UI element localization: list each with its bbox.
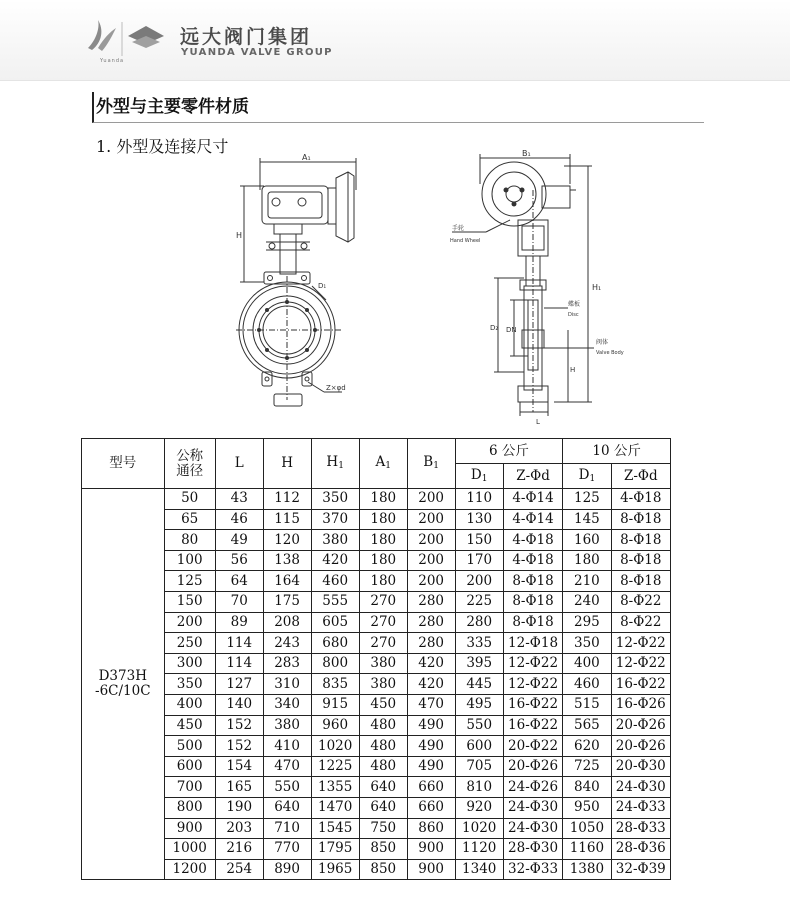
cell-b1: 200 [407, 489, 455, 510]
cell-l: 114 [215, 633, 263, 654]
dim-l-label: L [536, 418, 540, 426]
table-row [82, 509, 671, 530]
cell-nominal-diameter: 400 [164, 694, 215, 715]
cell-a1: 640 [359, 797, 407, 818]
cell-b1: 470 [407, 694, 455, 715]
header-pressure-10: 10 公斤 [563, 439, 671, 464]
cell-h: 138 [263, 550, 311, 571]
cell-h1: 1225 [311, 756, 359, 777]
cell-zd-10: 12-Φ22 [611, 653, 670, 674]
cell-h1: 915 [311, 694, 359, 715]
cell-a1: 180 [359, 509, 407, 530]
cell-nominal-diameter: 1200 [164, 859, 215, 880]
cell-zd-10: 16-Φ22 [611, 674, 670, 695]
cell-nominal-diameter: 250 [164, 633, 215, 654]
table-row [82, 489, 671, 510]
cell-zd-10: 20-Φ30 [611, 756, 670, 777]
table-row [82, 777, 671, 798]
cell-h1: 835 [311, 674, 359, 695]
cell-nominal-diameter: 800 [164, 797, 215, 818]
cell-h: 770 [263, 839, 311, 860]
cell-h1: 680 [311, 633, 359, 654]
cell-l: 43 [215, 489, 263, 510]
cell-d1-6: 335 [455, 633, 503, 654]
cell-d1-10: 1050 [563, 818, 611, 839]
cell-a1: 640 [359, 777, 407, 798]
cell-d1-6: 705 [455, 756, 503, 777]
cell-a1: 380 [359, 653, 407, 674]
section-title: 外型与主要零件材质 [92, 92, 704, 123]
dim-b1-label: B₁ [522, 150, 531, 158]
cell-zd-6: 4-Φ18 [503, 550, 562, 571]
cell-d1-10: 620 [563, 736, 611, 757]
cell-a1: 180 [359, 489, 407, 510]
cell-nominal-diameter: 450 [164, 715, 215, 736]
cell-b1: 200 [407, 509, 455, 530]
subsection-title: 1. 外型及连接尺寸 [96, 137, 229, 156]
table-row [82, 612, 671, 633]
cell-l: 127 [215, 674, 263, 695]
cell-l: 64 [215, 571, 263, 592]
cell-d1-6: 280 [455, 612, 503, 633]
cell-l: 165 [215, 777, 263, 798]
cell-zd-6: 32-Φ33 [503, 859, 562, 880]
cell-zd-6: 24-Φ30 [503, 797, 562, 818]
cell-d1-6: 130 [455, 509, 503, 530]
header-b1: $B_1$ [407, 439, 455, 489]
cell-zd-10: 16-Φ26 [611, 694, 670, 715]
cell-h: 120 [263, 530, 311, 551]
cell-zd-6: 12-Φ18 [503, 633, 562, 654]
dim-h-label: H [236, 231, 243, 240]
cell-d1-10: 400 [563, 653, 611, 674]
cell-d1-10: 840 [563, 777, 611, 798]
cell-d1-6: 1020 [455, 818, 503, 839]
disc-label-cn: 蝶板 [568, 301, 581, 308]
cell-h: 470 [263, 756, 311, 777]
cell-zd-10: 28-Φ36 [611, 839, 670, 860]
cell-a1: 180 [359, 530, 407, 551]
cell-b1: 660 [407, 797, 455, 818]
cell-b1: 280 [407, 633, 455, 654]
cell-h1: 380 [311, 530, 359, 551]
cell-nominal-diameter: 500 [164, 736, 215, 757]
cell-d1-10: 240 [563, 591, 611, 612]
cell-zd-10: 20-Φ26 [611, 715, 670, 736]
cell-d1-10: 950 [563, 797, 611, 818]
cell-b1: 860 [407, 818, 455, 839]
cell-zd-10: 8-Φ18 [611, 550, 670, 571]
cell-nominal-diameter: 1000 [164, 839, 215, 860]
cell-l: 203 [215, 818, 263, 839]
cell-a1: 480 [359, 756, 407, 777]
table-row [82, 550, 671, 571]
side-view [450, 150, 624, 426]
cell-h: 164 [263, 571, 311, 592]
valve-technical-drawing [224, 150, 654, 428]
cell-a1: 270 [359, 633, 407, 654]
cell-b1: 420 [407, 674, 455, 695]
cell-zd-6: 24-Φ26 [503, 777, 562, 798]
header-pressure-6: 6 公斤 [455, 439, 563, 464]
cell-h: 340 [263, 694, 311, 715]
cell-zd-6: 12-Φ22 [503, 674, 562, 695]
cell-d1-6: 920 [455, 797, 503, 818]
cell-h: 243 [263, 633, 311, 654]
cell-d1-6: 200 [455, 571, 503, 592]
cell-d1-6: 395 [455, 653, 503, 674]
cell-l: 46 [215, 509, 263, 530]
cell-d1-6: 550 [455, 715, 503, 736]
cell-zd-10: 24-Φ30 [611, 777, 670, 798]
cell-zd-10: 8-Φ18 [611, 571, 670, 592]
handwheel-label-en: Hand Wheel [450, 238, 481, 244]
cell-h1: 1020 [311, 736, 359, 757]
cell-a1: 180 [359, 550, 407, 571]
table-row [82, 530, 671, 551]
table-row [82, 591, 671, 612]
dim-a1-label: A₁ [302, 153, 311, 162]
disc-label-en: Disc [568, 312, 579, 318]
header-model: 型号 [82, 439, 165, 489]
cell-d1-6: 1340 [455, 859, 503, 880]
cell-zd-6: 28-Φ30 [503, 839, 562, 860]
logo-subtext: Yuanda [99, 58, 125, 64]
cell-h: 710 [263, 818, 311, 839]
table-row [82, 694, 671, 715]
cell-d1-6: 1120 [455, 839, 503, 860]
cell-l: 70 [215, 591, 263, 612]
cell-zd-6: 4-Φ14 [503, 489, 562, 510]
cell-b1: 200 [407, 550, 455, 571]
cell-d1-6: 170 [455, 550, 503, 571]
cell-nominal-diameter: 300 [164, 653, 215, 674]
cell-b1: 900 [407, 859, 455, 880]
dim-d2-label: D₂ [490, 324, 499, 332]
cell-zd-6: 4-Φ14 [503, 509, 562, 530]
cell-a1: 270 [359, 591, 407, 612]
cell-b1: 660 [407, 777, 455, 798]
cell-d1-10: 180 [563, 550, 611, 571]
table-row [82, 797, 671, 818]
cell-zd-10: 8-Φ22 [611, 612, 670, 633]
cell-l: 152 [215, 715, 263, 736]
cell-d1-10: 125 [563, 489, 611, 510]
header-h1: $H_1$ [311, 439, 359, 489]
cell-d1-10: 145 [563, 509, 611, 530]
header-h: H [263, 439, 311, 489]
cell-h1: 960 [311, 715, 359, 736]
cell-zd-6: 8-Φ18 [503, 612, 562, 633]
front-view [236, 153, 356, 406]
cell-nominal-diameter: 600 [164, 756, 215, 777]
cell-h1: 460 [311, 571, 359, 592]
cell-a1: 750 [359, 818, 407, 839]
cell-zd-10: 8-Φ18 [611, 530, 670, 551]
cell-h1: 555 [311, 591, 359, 612]
handwheel-label-cn: 手轮 [452, 225, 465, 232]
dim-zd-label: Z×φd [326, 384, 346, 392]
cell-h1: 420 [311, 550, 359, 571]
cell-zd-10: 8-Φ18 [611, 509, 670, 530]
cell-nominal-diameter: 80 [164, 530, 215, 551]
dim-d1-label: D₁ [318, 282, 327, 290]
cell-h1: 1355 [311, 777, 359, 798]
cell-h1: 1965 [311, 859, 359, 880]
cell-h: 640 [263, 797, 311, 818]
cell-b1: 200 [407, 530, 455, 551]
cell-a1: 180 [359, 571, 407, 592]
body-label-cn: 阀体 [596, 339, 609, 346]
cell-a1: 270 [359, 612, 407, 633]
cell-l: 140 [215, 694, 263, 715]
cell-a1: 850 [359, 839, 407, 860]
cell-a1: 450 [359, 694, 407, 715]
cell-a1: 850 [359, 859, 407, 880]
cell-h1: 1545 [311, 818, 359, 839]
header-d1-6: $D_1$ [455, 464, 503, 489]
page-header [0, 0, 790, 81]
cell-b1: 900 [407, 839, 455, 860]
cell-h1: 1795 [311, 839, 359, 860]
company-logo-icon [84, 18, 174, 58]
cell-d1-10: 460 [563, 674, 611, 695]
cell-zd-10: 32-Φ39 [611, 859, 670, 880]
cell-nominal-diameter: 150 [164, 591, 215, 612]
cell-zd-10: 4-Φ18 [611, 489, 670, 510]
cell-zd-6: 8-Φ18 [503, 571, 562, 592]
dim-h-side-label: H [570, 366, 576, 374]
cell-d1-10: 350 [563, 633, 611, 654]
cell-b1: 200 [407, 571, 455, 592]
cell-zd-6: 4-Φ18 [503, 530, 562, 551]
table-row [82, 859, 671, 880]
header-a1: $A_1$ [359, 439, 407, 489]
cell-zd-6: 8-Φ18 [503, 591, 562, 612]
table-header-row [82, 439, 671, 464]
table-body [82, 489, 671, 880]
cell-b1: 280 [407, 612, 455, 633]
table-row [82, 839, 671, 860]
cell-h: 380 [263, 715, 311, 736]
cell-a1: 480 [359, 715, 407, 736]
cell-d1-10: 1380 [563, 859, 611, 880]
cell-d1-6: 150 [455, 530, 503, 551]
dim-h1-label: H₁ [592, 283, 602, 292]
cell-d1-10: 295 [563, 612, 611, 633]
cell-zd-6: 12-Φ22 [503, 653, 562, 674]
cell-zd-6: 16-Φ22 [503, 715, 562, 736]
table-row [82, 818, 671, 839]
cell-h: 208 [263, 612, 311, 633]
cell-h1: 605 [311, 612, 359, 633]
cell-nominal-diameter: 200 [164, 612, 215, 633]
header-nominal-diameter: 公称 通径 [164, 439, 215, 489]
cell-b1: 420 [407, 653, 455, 674]
cell-a1: 380 [359, 674, 407, 695]
cell-l: 154 [215, 756, 263, 777]
cell-h: 890 [263, 859, 311, 880]
cell-d1-6: 495 [455, 694, 503, 715]
cell-zd-6: 20-Φ22 [503, 736, 562, 757]
cell-h: 283 [263, 653, 311, 674]
cell-b1: 490 [407, 715, 455, 736]
cell-d1-10: 565 [563, 715, 611, 736]
cell-zd-6: 20-Φ26 [503, 756, 562, 777]
cell-l: 216 [215, 839, 263, 860]
cell-zd-10: 24-Φ33 [611, 797, 670, 818]
cell-l: 89 [215, 612, 263, 633]
cell-h1: 370 [311, 509, 359, 530]
brand-name-en: YUANDA VALVE GROUP [181, 47, 333, 58]
cell-h: 410 [263, 736, 311, 757]
cell-nominal-diameter: 900 [164, 818, 215, 839]
cell-nominal-diameter: 125 [164, 571, 215, 592]
model-cell: D373H -6C/10C [82, 489, 165, 880]
header-d1-10: $D_1$ [563, 464, 611, 489]
cell-b1: 280 [407, 591, 455, 612]
cell-l: 56 [215, 550, 263, 571]
cell-zd-10: 8-Φ22 [611, 591, 670, 612]
cell-h: 310 [263, 674, 311, 695]
cell-l: 190 [215, 797, 263, 818]
cell-l: 254 [215, 859, 263, 880]
cell-h: 175 [263, 591, 311, 612]
table-row [82, 736, 671, 757]
body-label-en: Valve Body [596, 350, 624, 356]
cell-nominal-diameter: 50 [164, 489, 215, 510]
dimension-table [81, 438, 671, 880]
cell-nominal-diameter: 65 [164, 509, 215, 530]
cell-h1: 350 [311, 489, 359, 510]
cell-b1: 490 [407, 756, 455, 777]
cell-h: 550 [263, 777, 311, 798]
cell-l: 49 [215, 530, 263, 551]
cell-b1: 490 [407, 736, 455, 757]
cell-h: 112 [263, 489, 311, 510]
cell-d1-10: 210 [563, 571, 611, 592]
cell-d1-10: 725 [563, 756, 611, 777]
cell-zd-10: 20-Φ26 [611, 736, 670, 757]
table-row [82, 571, 671, 592]
table-row [82, 715, 671, 736]
cell-d1-6: 225 [455, 591, 503, 612]
cell-d1-6: 600 [455, 736, 503, 757]
header-zd-6: Z-Φd [503, 464, 562, 489]
header-l: L [215, 439, 263, 489]
cell-nominal-diameter: 350 [164, 674, 215, 695]
cell-zd-10: 28-Φ33 [611, 818, 670, 839]
cell-zd-10: 12-Φ22 [611, 633, 670, 654]
table-row [82, 653, 671, 674]
cell-l: 152 [215, 736, 263, 757]
dim-dn-label: DN [506, 326, 517, 334]
cell-h1: 800 [311, 653, 359, 674]
cell-d1-6: 445 [455, 674, 503, 695]
table-row [82, 756, 671, 777]
cell-d1-6: 810 [455, 777, 503, 798]
cell-h1: 1470 [311, 797, 359, 818]
cell-d1-10: 160 [563, 530, 611, 551]
cell-a1: 480 [359, 736, 407, 757]
cell-h: 115 [263, 509, 311, 530]
header-zd-10: Z-Φd [611, 464, 670, 489]
cell-l: 114 [215, 653, 263, 674]
cell-d1-10: 515 [563, 694, 611, 715]
table-row [82, 633, 671, 654]
cell-d1-10: 1160 [563, 839, 611, 860]
cell-nominal-diameter: 100 [164, 550, 215, 571]
cell-zd-6: 16-Φ22 [503, 694, 562, 715]
cell-zd-6: 24-Φ30 [503, 818, 562, 839]
table-row [82, 674, 671, 695]
cell-nominal-diameter: 700 [164, 777, 215, 798]
brand-name-cn: 远大阀门集团 [180, 26, 313, 48]
cell-d1-6: 110 [455, 489, 503, 510]
